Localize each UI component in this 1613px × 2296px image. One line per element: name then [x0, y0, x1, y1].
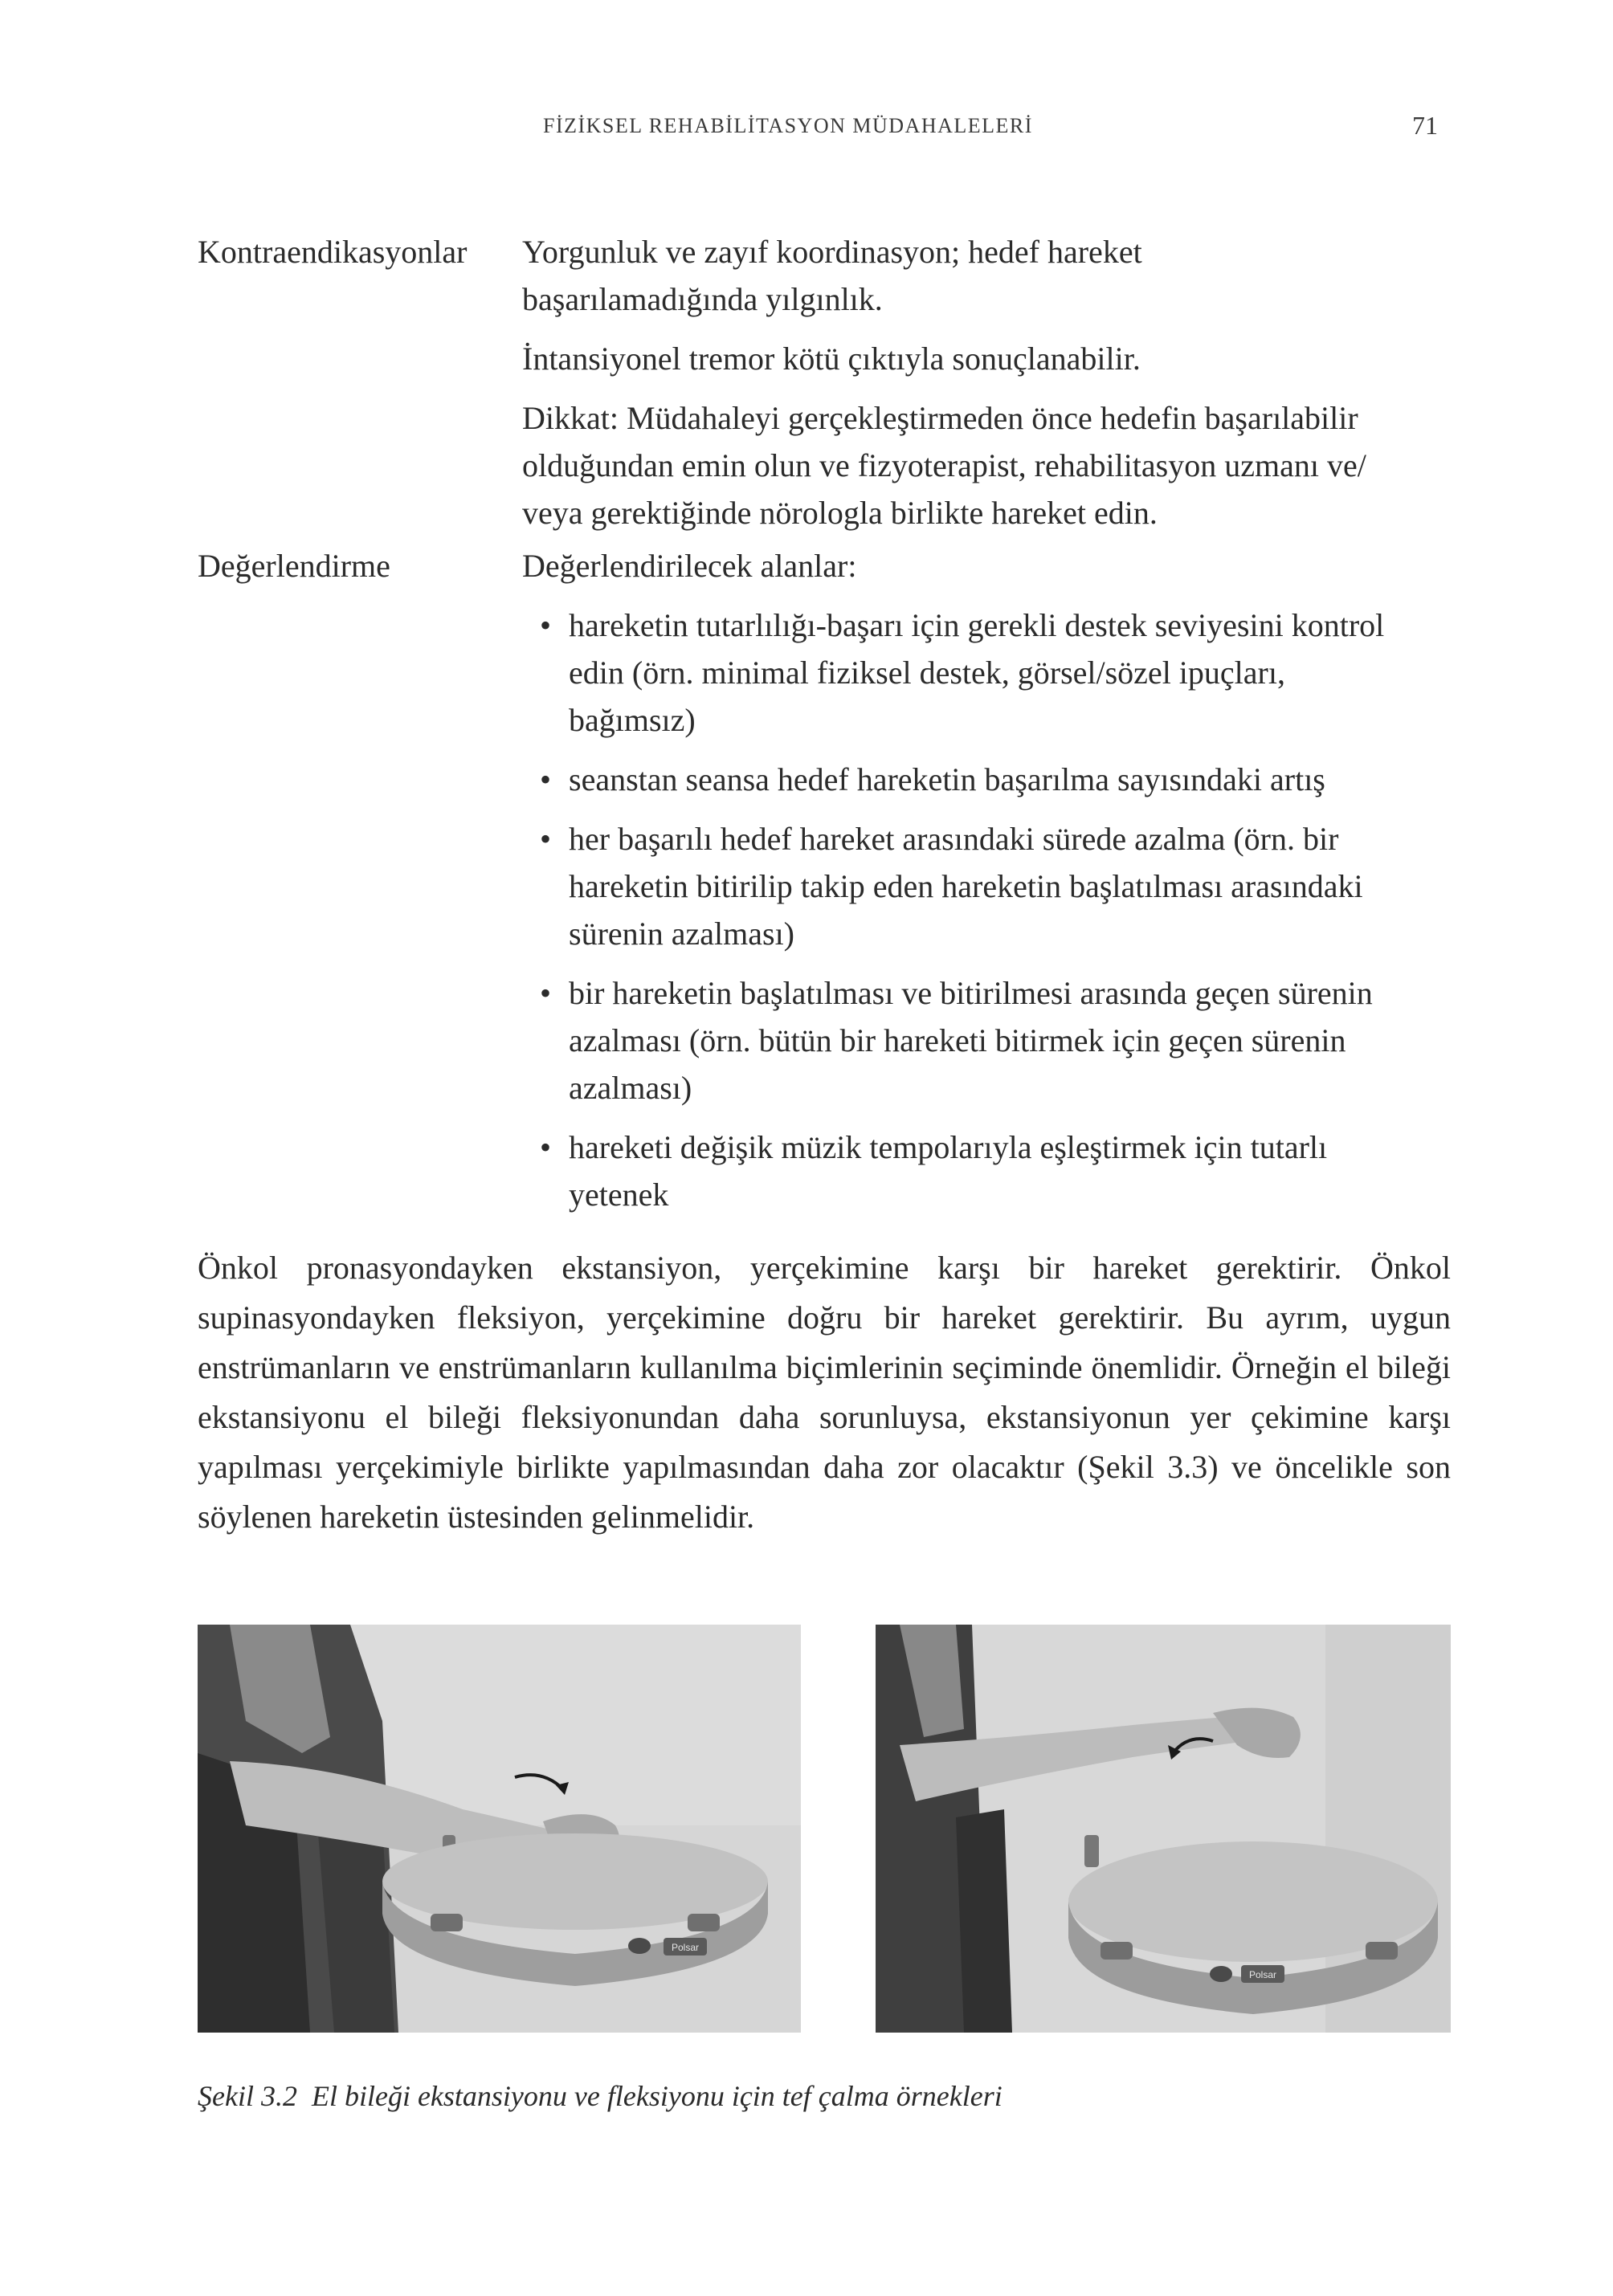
contraindication-paragraph	[522, 335, 1451, 382]
bullet-icon: •	[540, 607, 552, 643]
list-item	[522, 1124, 1451, 1218]
figure-caption	[198, 2079, 1003, 2113]
text-line: seanstan seansa hedef hareketin başarılma sayısındaki artış	[569, 761, 1325, 797]
drum-brand-label: Polsar	[1248, 1969, 1277, 1980]
text-line: hareketin tutarlılığı-başarı için gerekli destek seviyesini kontrol	[569, 607, 1385, 643]
contraindication-paragraph	[522, 394, 1451, 536]
evaluation-intro: Değerlendirilecek alanlar:	[522, 548, 857, 584]
text-line: sürenin azalması)	[569, 916, 794, 952]
list-item	[522, 602, 1451, 744]
text-line: bir hareketin başlatılması ve bitirilmesi arasında geçen sürenin	[569, 975, 1373, 1011]
bullet-icon: •	[540, 1129, 552, 1165]
text-line: hareketi değişik müzik tempolarıyla eşleştirmek için tutarlı	[569, 1129, 1328, 1165]
contraindication-paragraph	[522, 228, 1451, 323]
bullet-icon: •	[540, 821, 552, 857]
evaluation-list	[522, 602, 1451, 1218]
text-line: yetenek	[569, 1177, 669, 1213]
evaluation-content	[522, 542, 1451, 1230]
bullet-icon: •	[540, 761, 552, 797]
evaluation-label: Değerlendirme	[198, 548, 390, 584]
text-line: Dikkat: Müdahaleyi gerçekleştirmeden önce hedefin başarılabilir	[522, 400, 1358, 436]
caption-text: El bileği ekstansiyonu ve fleksiyonu için tef çalma örnekleri	[311, 2080, 1003, 2112]
list-item	[522, 756, 1451, 803]
text-line: azalması (örn. bütün bir hareketi bitirmek için geçen sürenin	[569, 1022, 1346, 1058]
contraindications-label: Kontraendikasyonlar	[198, 234, 468, 270]
contraindications-content	[522, 228, 1451, 549]
running-header: FİZİKSEL REHABİLİTASYON MÜDAHALELERİ	[543, 114, 1033, 137]
text-line: olduğundan emin olun ve fizyoterapist, rehabilitasyon uzmanı ve/	[522, 447, 1366, 483]
list-item	[522, 815, 1451, 957]
text-line: İntansiyonel tremor kötü çıktıyla sonuçlanabilir.	[522, 341, 1141, 377]
text-line: başarılamadığında yılgınlık.	[522, 281, 883, 317]
caption-number: Şekil 3.2	[198, 2080, 297, 2112]
bullet-icon: •	[540, 975, 552, 1011]
list-item	[522, 969, 1451, 1111]
tambourine-extension-photo	[198, 1625, 801, 2033]
tambourine-flexion-photo	[876, 1625, 1451, 2033]
text-line: Yorgunluk ve zayıf koordinasyon; hedef hareket	[522, 234, 1142, 270]
text-line: her başarılı hedef hareket arasındaki sürede azalma (örn. bir	[569, 821, 1339, 857]
text-line: edin (örn. minimal fiziksel destek, görsel/sözel ipuçları,	[569, 655, 1285, 691]
body-paragraph: Önkol pronasyondayken ekstansiyon, yerçekimine karşı bir hareket gerektirir. Önkol supinasyondayken fleksiyon, yerçekimine doğru bir hareket gerektirir. Bu ayrım, uygun enstrümanların ve enstrümanların kullanılma biçimlerinin seçiminde önemlidir. Örneğin el bileği ekstansiyonu el bileği fleksiyonundan daha sorunluysa, ekstansiyonun yer çekimine karşı yapılması yerçekimiyle birlikte yapılmasından daha zor olacaktır (Şekil 3.3) ve öncelikle son söylenen hareketin üstesinden gelinmelidir.	[198, 1250, 1451, 1535]
text-line: bağımsız)	[569, 702, 696, 738]
text-line: veya gerektiğinde nörologla birlikte hareket edin.	[522, 495, 1158, 531]
page-number: 71	[1412, 111, 1438, 140]
drum-brand-label: Polsar	[671, 1942, 700, 1953]
text-line: hareketin bitirilip takip eden hareketin başlatılması arasındaki	[569, 868, 1363, 904]
text-line: azalması)	[569, 1070, 692, 1106]
